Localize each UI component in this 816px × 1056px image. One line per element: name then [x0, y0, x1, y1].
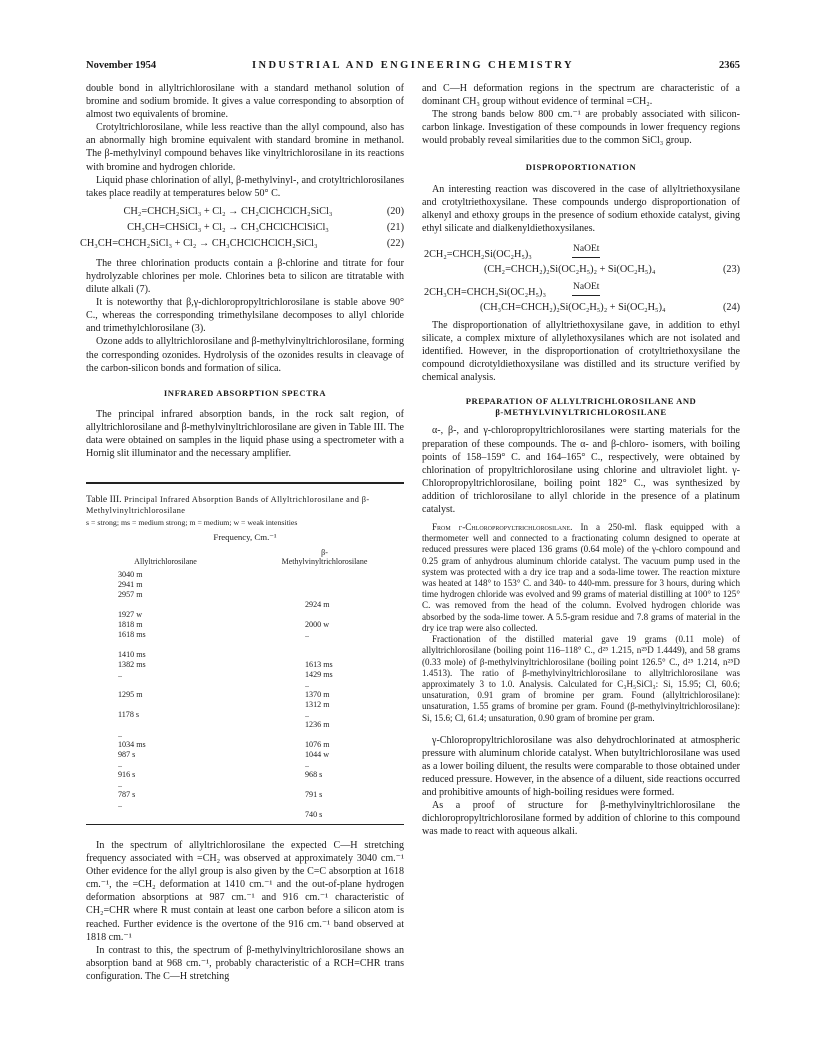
table-cell: 1818 m: [118, 619, 143, 629]
equation-23: [422, 243, 740, 277]
reactant: 2CH₂=CHCH₂Si(OC₂H₅)₃: [424, 248, 532, 260]
paragraph: It is noteworthy that β,γ-dichloropropyltrichlorosilane is stable above 90° C., whereas the corresponding trimethylsilane decomposes to allyl chloride and trimethylchlorosilane (3).: [86, 297, 404, 335]
table-column-allyl: [86, 542, 245, 820]
paragraph: The strong bands below 800 cm.⁻¹ are probably associated with silicon-carbon linkage. Investigation of these compounds in lower frequency regions would probably reveal similarities due to the common SiCl₃ group.: [422, 109, 740, 147]
paragraph: [422, 522, 740, 634]
table-cell: 1927 w: [118, 609, 143, 619]
column-header: β-Methylvinyltrichlorosilane: [281, 547, 368, 566]
table-cell: 1236 m: [305, 719, 330, 729]
paragraph: The disproportionation of allyltriethoxysilane gave, in addition to ethyl silicate, a complex mixture of allylethoxysilanes which are not isolated and identified. However, in the disproportionation of crotyltriethoxysilane the compound dicrotyldiethoxysilane was distilled and its structure verified by chemical analysis.: [422, 319, 740, 384]
table-cell: ..: [118, 759, 123, 769]
right-column: [422, 82, 740, 838]
paragraph: The principal infrared absorption bands, in the rock salt region, of allyltrichlorosilane and β-methylvinyltrichlorosilane are given in Table III. The data were obtained on samples in the liquid phase using a spectrometer with a Hornig slit illuminator and the necessary amplifier.: [86, 408, 404, 460]
table-body: [86, 542, 404, 820]
section-heading: [422, 396, 740, 418]
table-cell: 1044 w: [305, 749, 330, 759]
table-cell: [245, 780, 404, 790]
table-caption: [86, 494, 404, 516]
table-cell: ..: [305, 679, 310, 689]
paragraph: In contrast to this, the spectrum of β-methylvinyltrichlorosilane shows an absorption band at 968 cm.⁻¹, probably characteristic of a RCH=CHR trans configuration. The C—H stretching: [86, 944, 404, 982]
table-cell: 1382 ms: [118, 659, 146, 669]
table-cell: 1178 s: [118, 709, 140, 719]
equation-24: [422, 281, 740, 315]
equation-number: (20): [386, 205, 404, 217]
paragraph: The three chlorination products contain a β-chlorine and titrate for four hydrolyzable chlorines per mole. Chlorines beta to silicon are titratable with dilute alkali (7).: [86, 257, 404, 296]
table-cell: [245, 580, 404, 590]
table-cell: 2924 m: [305, 599, 330, 609]
table-caption-label: Table III.: [86, 494, 122, 506]
paragraph: As a proof of structure for β-methylvinyltrichlorosilane the dichloropropyltrichlorosilane formed by addition of chlorine to this compound was made to react with aqueous alkali.: [422, 800, 740, 838]
equation-22: [80, 237, 404, 251]
paragraph-text: In a 250-ml. flask equipped with a thermometer well and connected to a fractionating column designed to operate at reduced pressures were placed 136 grams (0.64 mole) of the γ-chloro compound and 0.25 gram of anhydrous aluminum chloride catalyst. The vacuum pump used in the system was protected with a dry ice trap and a soda-lime tower. The reaction mixture was heated at 148° to 153° C. and 340- to 440-mm. pressure for 3 hours, during which time hydrogen chloride was evolved and 99 grams of material distilling at 100° to 125° C. was removed from the head of the column. Evolved hydrogen chloride was absorbed by the soda-lime tower. A 5.5-gram residue and 7.8 grams of material in the dry ice trap were also collected.: [422, 522, 741, 633]
table-cell: 2000 w: [305, 619, 330, 629]
table-cell: 791 s: [305, 789, 323, 799]
equation-number: (22): [386, 237, 404, 249]
column-values: [86, 570, 245, 810]
paragraph-lead: From γ-Chloropropyltrichlorosilane.: [432, 522, 573, 533]
column-values: [245, 570, 404, 820]
table-cell: [86, 640, 245, 650]
products: (CH₂=CHCH₂)₂Si(OC₂H₅)₂ + Si(OC₂H₅)₄: [484, 263, 656, 275]
table-cell: 1429 ms: [305, 669, 333, 679]
table-cell: ..: [118, 799, 123, 809]
table-cell: ..: [305, 709, 310, 719]
table-cell: 1613 ms: [305, 659, 333, 669]
equation-21: [86, 221, 404, 235]
table-cell: 2957 m: [118, 589, 143, 599]
paragraph: α-, β-, and γ-chloropropyltrichlorosilanes were starting materials for the preparation of these compounds. The α- and β-chloro- isomers, with boiling points of 158–159° C. and 164–165° C., respectively, were obtained by chlorination of propyltrichlorosilane using chlorine and ultraviolet light. γ-Chloropropyltrichlorosilane, boiling point 182° C., was synthesized by addition of trichlorosilane to allyl chloride in the presence of a platinum catalyst.: [422, 425, 740, 515]
table-top-rule: [86, 482, 404, 484]
table-cell: 1618 ms: [118, 629, 146, 639]
table-cell: 1370 m: [305, 689, 330, 699]
paragraph: and C—H deformation regions in the spectrum are characteristic of a dominant CH₃ group without evidence of terminal =CH₂.: [422, 83, 740, 108]
header-page-number: 2365: [719, 60, 740, 71]
table-cell: [245, 610, 404, 620]
table-cell: [86, 700, 245, 710]
table-cell: ..: [118, 669, 123, 679]
table-cell: 740 s: [305, 809, 323, 819]
equation-number: (23): [723, 263, 740, 275]
reactant: 2CH₃CH=CHCH₂Si(OC₂H₅)₃: [424, 286, 546, 298]
table-cell: 2941 m: [118, 579, 143, 589]
table-column-methylvinyl: [245, 542, 404, 820]
paragraph: double bond in allyltrichlorosilane with a standard methanol solution of bromine and sodium bromide. It gives a value corresponding to absorption of almost two equivalents of bromine.: [86, 83, 404, 121]
table-cell: [86, 720, 245, 730]
section-heading-line: PREPARATION OF ALLYLTRICHLOROSILANE AND: [465, 396, 697, 407]
header-journal: INDUSTRIAL AND ENGINEERING CHEMISTRY: [251, 60, 575, 71]
equation-number: (24): [723, 301, 740, 313]
table-cell: [245, 570, 404, 580]
table-cell: 987 s: [118, 749, 136, 759]
table-frequency-head: Frequency, Cm.⁻¹: [213, 531, 277, 542]
table-cell: 1410 ms: [118, 649, 146, 659]
header-date: November 1954: [86, 60, 157, 71]
table-cell: 3040 m: [118, 569, 143, 579]
section-heading-line: β-METHYLVINYLTRICHLOROSILANE: [495, 407, 667, 418]
table-cell: 1312 m: [305, 699, 330, 709]
table-cell: 1034 ms: [118, 739, 146, 749]
equation-formula: CH₃CH=CHCH₂SiCl₃ + Cl₂ → CH₃CHClCHClCH₂SiCl₃: [80, 237, 318, 249]
column-header: Allyltrichlorosilane: [134, 556, 197, 566]
table-cell: ..: [305, 629, 310, 639]
catalyst-arrow: NaOEt: [572, 243, 600, 258]
page-header: [86, 60, 740, 74]
table-cell: 968 s: [305, 769, 323, 779]
paragraph: Fractionation of the distilled material gave 19 grams (0.11 mole) of allyltrichlorosilane (boiling point 116–118° C., d²⁵ 1.215, n²⁵D 1.4449), and 58 grams (0.33 mole) of β-methylvinyltrichlorosilane (boiling point 126.5° C., d²⁵ 1.214, n²⁵D 1.4513). The ratio of β-methylvinyltrichlorosilane to allyltrichlorosilane was approximately 3 to 1.0. Analysis. Calculated for C₃H₅SiCl₃: Si, 15.95; Cl, 60.6; unsaturation, 0.91 gram of bromine per gram. Found (allyltrichlorosilane): unsaturation, 1.55 grams of bromine per gram. Found (β-methylvinyltrichlorosilane): Si, 15.6; Cl, 61.4; unsaturation, 0.90 gram of bromine per gram.: [422, 634, 740, 723]
table-cell: 916 s: [118, 769, 136, 779]
table-cell: [86, 680, 245, 690]
left-column: [80, 82, 404, 983]
table-cell: [86, 600, 245, 610]
table-cell: [245, 640, 404, 650]
equation-20: [86, 205, 404, 219]
table-iii: [86, 482, 404, 825]
table-cell: [245, 730, 404, 740]
experimental-block: [422, 522, 740, 724]
table-cell: 1076 m: [305, 739, 330, 749]
equation-number: (21): [386, 221, 404, 233]
equation-formula: CH₂=CHCH₂SiCl₃ + Cl₂ → CH₂ClCHClCH₂SiCl₃: [123, 205, 333, 217]
catalyst-arrow: NaOEt: [572, 281, 600, 296]
equation-formula: CH₃CH=CHSiCl₃ + Cl₂ → CH₃CHClCHClSiCl₃: [127, 221, 329, 233]
table-cell: ..: [305, 759, 310, 769]
paragraph: Liquid phase chlorination of allyl, β-methylvinyl-, and crotyltrichlorosilanes takes place readily at temperatures below 50° C.: [86, 174, 404, 199]
paragraph: In the spectrum of allyltrichlorosilane the expected C—H stretching frequency associated with =CH₂ was observed at approximately 3040 cm.⁻¹ Other evidence for the allyl group is also given by the C=C absorption at 1618 cm.⁻¹, the =CH₂ deformation at 1410 cm.⁻¹ and the out-of-plane hydrogen deformation absorptions at 987 cm.⁻¹ and 916 cm.⁻¹ characteristic of CH₂=CHR where R must contain at least one carbon before a silicon atom is reached. Further evidence is the overtone of the 916 cm.⁻¹ band observed at 1818 cm.⁻¹: [86, 839, 404, 943]
table-caption-text: Principal Infrared Absorption Bands of Allyltrichlorosilane and β-Methylvinyltrichlorosilane: [86, 495, 370, 516]
paragraph: An interesting reaction was discovered in the case of allyltriethoxysilane and crotyltriethoxysilane. These compounds undergo disproportionation of alkenyl and ethoxy groups in the presence of sodium ethoxide catalyst, giving ethyl silicate and dialkenyldiethoxysilanes.: [422, 183, 740, 234]
paragraph: Crotyltrichlorosilane, while less reactive than the allyl compound, also has an abnormally high bromine equivalent with standard bromine in methanol. The β-methylvinyl compound behaves like vinyltrichlorosilane in its reactions with bromine and hydrogen chloride.: [86, 122, 404, 173]
table-cell: [245, 590, 404, 600]
table-cell: ..: [118, 779, 123, 789]
paragraph: γ-Chloropropyltrichlorosilane was also dehydrochlorinated at atmospheric pressure with aluminum chloride catalyst. When butyltrichlorosilane was used as a lower boiling diluent, the results were comparable to those obtained under reduced pressure. However, in the absence of a diluent, side reactions occurred and prohibitive amounts of high-boiling residues were formed.: [422, 734, 740, 799]
table-legend: s = strong; ms = medium strong; m = medium; w = weak intensities: [86, 518, 298, 528]
table-cell: ..: [118, 729, 123, 739]
table-cell: [245, 650, 404, 660]
table-cell: 787 s: [118, 789, 136, 799]
section-heading: INFRARED ABSORPTION SPECTRA: [163, 387, 327, 398]
paragraph: Ozone adds to allyltrichlorosilane and β-methylvinyltrichlorosilane, forming the corresponding ozonides. Hydrolysis of the ozonides results in cleavage of the carbon-silicon bonds and formation of silica.: [86, 336, 404, 374]
products: (CH₃CH=CHCH₂)₂Si(OC₂H₅)₂ + Si(OC₂H₅)₄: [480, 301, 666, 313]
table-cell: [245, 800, 404, 810]
table-cell: 1295 m: [118, 689, 143, 699]
section-heading: DISPROPORTIONATION: [525, 162, 637, 173]
